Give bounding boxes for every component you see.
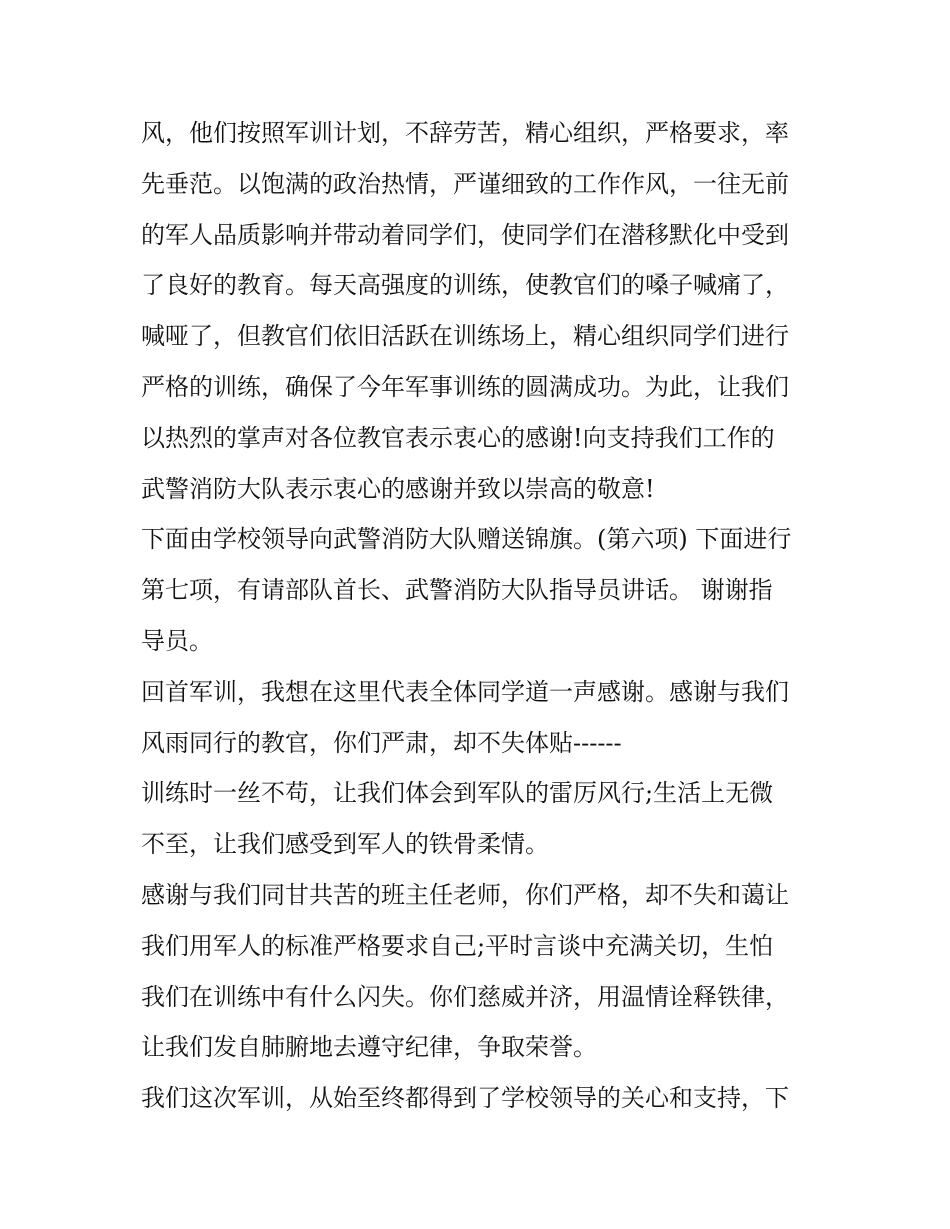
- text-line: 的军人品质影响并带动着同学们，使同学们在潜移默化中受到: [141, 220, 789, 249]
- text-line: 让我们发自肺腑地去遵守纪律，争取荣誉。: [141, 1033, 597, 1062]
- text-line: 先垂范。以饱满的政治热情，严谨细致的工作作风，一往无前: [141, 169, 789, 198]
- text-line: 下面由学校领导向武警消防大队赠送锦旗。(第六项) 下面进行: [141, 525, 792, 554]
- body-text: [141, 108, 813, 1124]
- text-line: 不至，让我们感受到军人的铁骨柔情。: [141, 830, 549, 859]
- text-line: 我们在训练中有什么闪失。你们慈威并济，用温情诠释铁律，: [141, 982, 789, 1011]
- text-line: 我们用军人的标准严格要求自己;平时言谈中充满关切，生怕: [141, 931, 774, 960]
- text-line: 严格的训练，确保了今年军事训练的圆满成功。为此，让我们: [141, 372, 789, 401]
- text-line: 武警消防大队表示衷心的感谢并致以崇高的敬意!: [141, 474, 655, 503]
- text-line: 导员。: [141, 626, 213, 655]
- text-line: 风，他们按照军训计划，不辞劳苦，精心组织，严格要求，率: [141, 119, 789, 147]
- text-line: 以热烈的掌声对各位教官表示衷心的感谢!向支持我们工作的: [141, 423, 775, 452]
- text-line: 了良好的教育。每天高强度的训练，使教官们的嗓子喊痛了，: [141, 271, 789, 300]
- text-line: 感谢与我们同甘共苦的班主任老师，你们严格，却不失和蔼让: [141, 880, 789, 909]
- text-line: 训练时一丝不苟，让我们体会到军队的雷厉风行;生活上无微: [141, 779, 774, 808]
- text-line: 我们这次军训，从始至终都得到了学校领导的关心和支持，下: [141, 1084, 789, 1113]
- text-line: 第七项，有请部队首长、武警消防大队指导员讲话。 谢谢指: [141, 576, 773, 605]
- text-line: 回首军训，我想在这里代表全体同学道一声感谢。感谢与我们: [141, 677, 789, 706]
- text-line: 风雨同行的教官，你们严肃，却不失体贴------: [141, 728, 622, 757]
- text-line: 喊哑了，但教官们依旧活跃在训练场上，精心组织同学们进行: [141, 322, 789, 351]
